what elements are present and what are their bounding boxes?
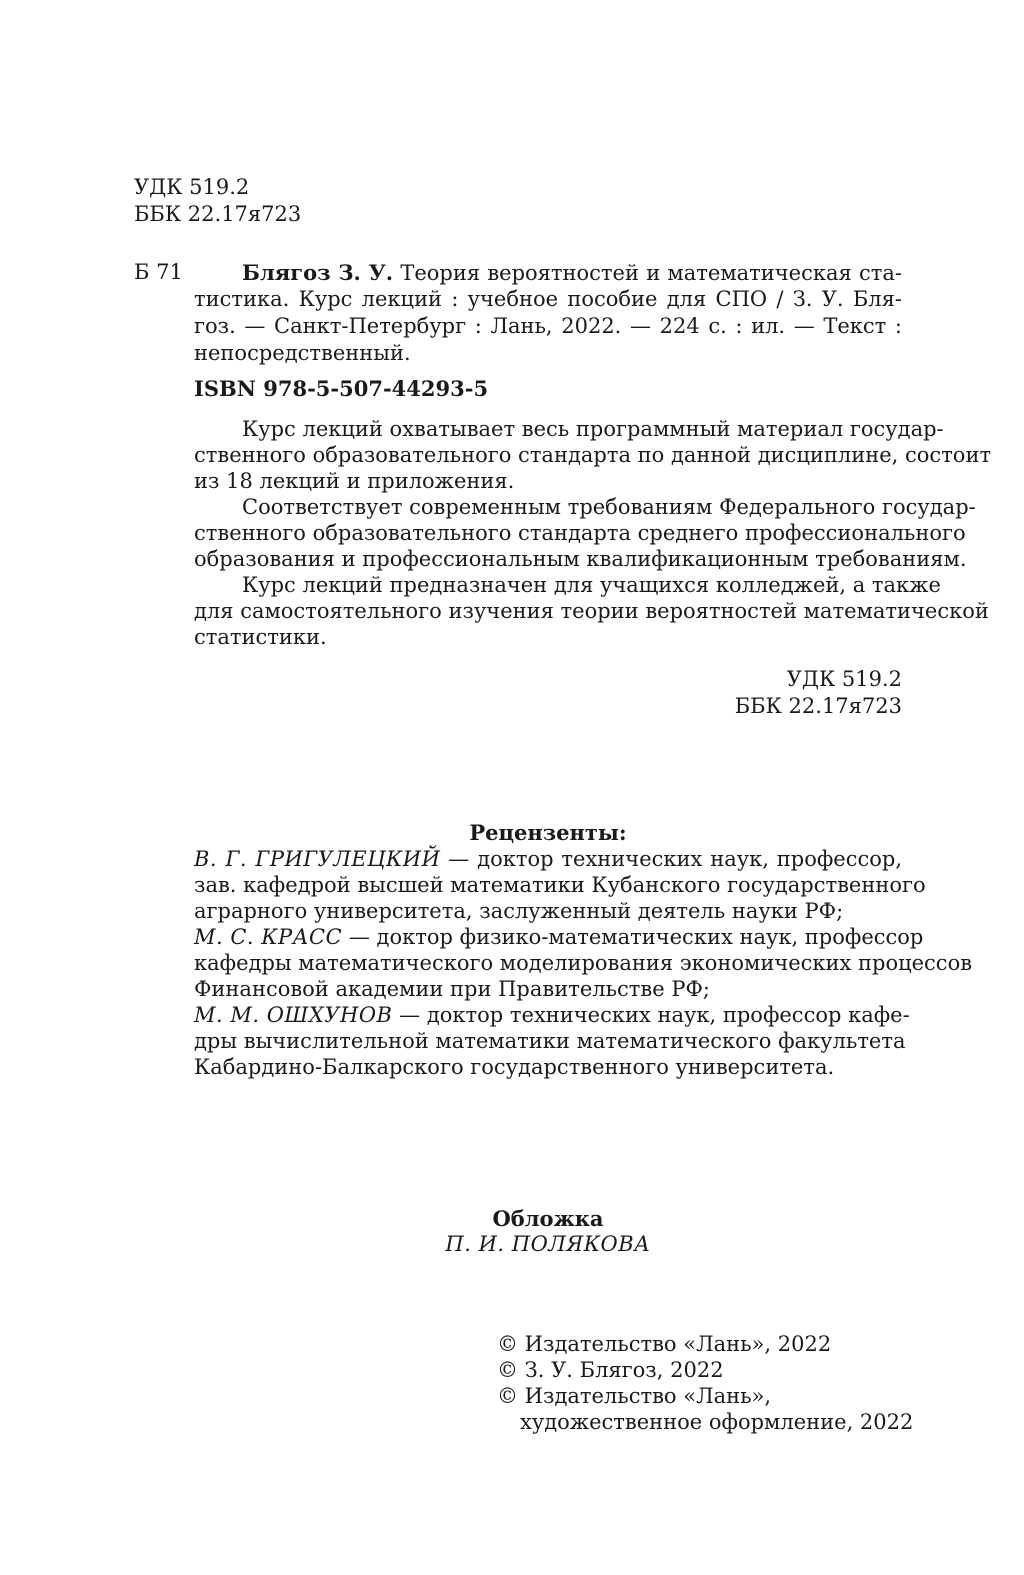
annotation-line-2: ственного образовательного стандарта по данной дисциплине, состоит: [194, 443, 992, 467]
annotation-line-1: Курс лекций охватывает весь программный материал государ-: [242, 417, 944, 441]
udk-top: УДК 519.2: [134, 175, 250, 199]
annotation-line-5: ственного образовательного стандарта среднего профессионального: [194, 521, 966, 545]
catalog-line-1: [242, 260, 902, 286]
copyright-publisher: © Издательство «Лань», 2022: [497, 1332, 832, 1356]
reviewer-3-line-3: Кабардино-Балкарского государственного университета.: [194, 1055, 835, 1079]
reviewer-3-line-1: [194, 1003, 910, 1028]
udk-bottom: УДК 519.2: [786, 667, 902, 691]
reviewer-3-desc: — доктор технических наук, профессор кафе-: [392, 1003, 910, 1027]
cover-heading: Обложка: [492, 1206, 604, 1231]
bbk-bottom: ББК 22.17я723: [734, 694, 902, 718]
annotation-line-6: образования и профессиональным квалификационным требованиям.: [194, 547, 967, 571]
reviewer-2-line-2: кафедры математического моделирования экономических процессов: [194, 951, 973, 975]
reviewer-1-name: В. Г. ГРИГУЛЕЦКИЙ: [194, 847, 441, 871]
reviewer-1-line-3: аграрного университета, заслуженный деятель науки РФ;: [194, 899, 844, 923]
isbn: ISBN 978-5-507-44293-5: [194, 376, 489, 401]
reviewer-2-desc: — доктор физико-математических наук, профессор: [342, 925, 924, 949]
annotation-line-8: для самостоятельного изучения теории вероятностей математической: [194, 599, 989, 623]
reviewer-3-line-2: дры вычислительной математики математического факультета: [194, 1029, 906, 1053]
catalog-line-3: гоз. — Санкт-Петербург : Лань, 2022. — 224 с. : ил. — Текст :: [194, 314, 902, 338]
cover-designer: П. И. ПОЛЯКОВА: [445, 1232, 651, 1256]
bbk-top: ББК 22.17я723: [134, 202, 302, 226]
reviewers-heading: Рецензенты:: [469, 820, 627, 845]
annotation-line-9: статистики.: [194, 625, 327, 649]
copyright-author: © З. У. Блягоз, 2022: [497, 1358, 724, 1382]
catalog-code: Б 71: [134, 260, 183, 284]
catalog-line-2: тистика. Курс лекций : учебное пособие для СПО / З. У. Бля-: [194, 287, 902, 311]
reviewer-1-line-1: [194, 847, 902, 872]
reviewer-2-name: М. С. КРАСС: [194, 925, 343, 949]
annotation-line-4: Соответствует современным требованиям Федерального государ-: [242, 495, 976, 519]
reviewer-2-line-1: [194, 925, 924, 950]
reviewer-1-line-2: зав. кафедрой высшей математики Кубанского государственного: [194, 873, 926, 897]
annotation-line-3: из 18 лекций и приложения.: [194, 469, 515, 493]
reviewer-2-line-3: Финансовой академии при Правительстве РФ;: [194, 977, 710, 1001]
copyright-design-1: © Издательство «Лань»,: [497, 1384, 772, 1408]
annotation-line-7: Курс лекций предназначен для учащихся колледжей, а также: [242, 573, 941, 597]
reviewer-1-desc: — доктор технических наук, профессор,: [440, 847, 902, 871]
catalog-line-1-text: Теория вероятностей и математическая ста-: [400, 261, 902, 285]
author-name: Блягоз З. У.: [242, 260, 394, 285]
reviewer-3-name: М. М. ОШХУНОВ: [194, 1003, 393, 1027]
catalog-line-4: непосредственный.: [194, 341, 411, 365]
copyright-design-2: художественное оформление, 2022: [520, 1410, 914, 1434]
